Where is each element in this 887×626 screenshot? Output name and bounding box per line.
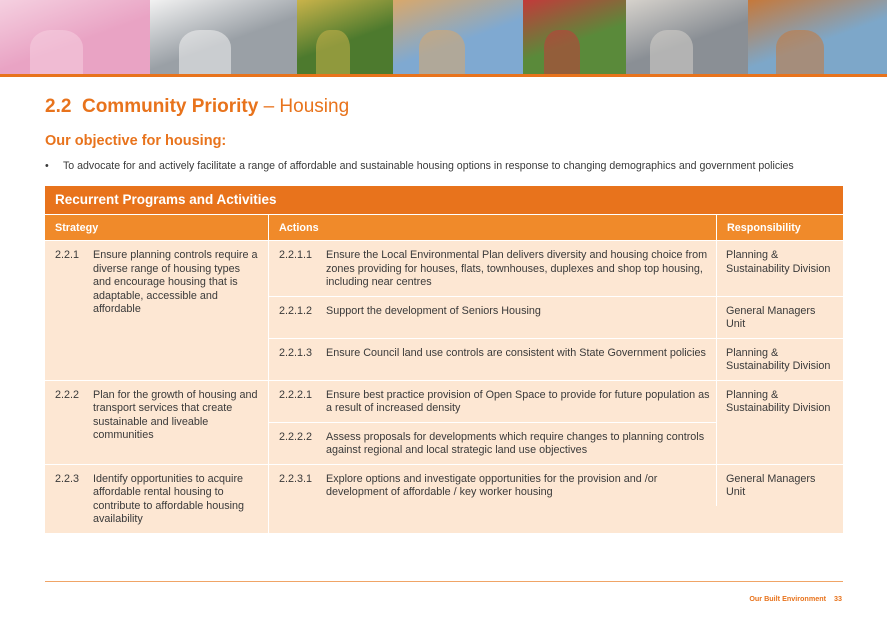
programs-table [45,186,843,533]
responsibility-cell: General Managers Unit [726,472,816,498]
table-row [269,381,716,422]
section-title-bold: Community Priority [81,96,259,117]
responsibility-cell: General Managers Unit [726,304,816,330]
objective-text: To advocate for and actively facilitate a range of affordable and sustainable housing options in response to changing demographics and government policies [63,160,794,172]
action-cell [269,381,716,422]
strategy-cell [45,465,269,533]
strategy-cell [45,241,269,380]
frog-photo [297,0,393,74]
strategy-code: 2.2.3 [55,472,80,485]
action-text: Ensure Council land use controls are consistent with State Government policies [326,346,706,359]
header-strategy: Strategy [45,215,269,240]
strategy-code: 2.2.2 [55,388,80,401]
header-actions: Actions [269,215,717,240]
electric-car-charging-photo [150,0,297,74]
action-code: 2.2.1.2 [279,304,313,317]
header-responsibility: Responsibility [727,222,801,234]
page-footer [749,594,842,603]
strategy-code: 2.2.1 [55,249,80,261]
photo-banner [0,0,887,74]
strategy-text: Plan for the growth of housing and transport services that create sustainable and liveable communities [93,388,258,441]
action-code: 2.2.2.1 [279,388,313,401]
strategy-text: Ensure planning controls require a diverse range of housing types and encourage housing that is adaptable, accessible and affordable [93,249,258,315]
page-title [45,96,349,118]
action-code: 2.2.1.3 [279,346,313,359]
table-row [269,296,843,338]
action-cell [269,241,717,296]
action-cell [269,297,717,338]
section-number: 2.2 [45,96,72,117]
action-cell [269,339,717,380]
strategy-text: Identify opportunities to acquire affordable rental housing to contribute to affordable housing availability [93,472,245,525]
objective-heading: Our objective for housing: [45,133,227,149]
footer-section-name: Our Built Environment [749,594,826,603]
table-row [269,465,843,506]
page-number: 33 [834,594,842,603]
objective-bullet-item [45,160,794,172]
action-text: Support the development of Seniors Housing [326,304,541,317]
street-shopping-photo [626,0,748,74]
action-cell [269,423,716,464]
town-centre-photo [748,0,887,74]
responsibility-cell: Planning & Sustainability Division [726,249,831,275]
strategy-group [45,464,843,533]
banner-rule [0,74,887,77]
responsibility-cell: Planning & Sustainability Division [726,388,831,414]
park-play-photo [393,0,523,74]
table-row [269,241,843,296]
action-text: Assess proposals for developments which require changes to planning controls against regional and local strategic land use objectives [326,430,705,456]
footer-rule [45,581,843,582]
action-code: 2.2.2.2 [279,430,313,443]
table-row [269,338,843,380]
action-text: Ensure best practice provision of Open Space to provide for future population as a result of increased density [326,388,710,414]
strategy-group [45,240,843,380]
action-text: Ensure the Local Environmental Plan delivers diversity and housing choice from zones providing for houses, flats, townhouses, duplexes and shop top housing, including near centres [326,249,708,288]
action-text: Explore options and investigate opportunities for the provision and /or development of affordable / key worker housing [326,472,658,498]
action-code: 2.2.1.1 [279,249,313,261]
strategy-cell [45,381,269,464]
table-title: Recurrent Programs and Activities [45,186,843,214]
action-cell [269,465,717,506]
strategy-group [45,380,843,464]
community-group-photo [523,0,626,74]
section-title-light: – Housing [263,96,350,117]
action-code: 2.2.3.1 [279,472,313,485]
children-reading-photo [0,0,150,74]
table-row [269,422,716,464]
table-header-row [45,214,843,240]
bullet-marker: • [45,160,49,172]
responsibility-cell: Planning & Sustainability Division [726,346,831,372]
